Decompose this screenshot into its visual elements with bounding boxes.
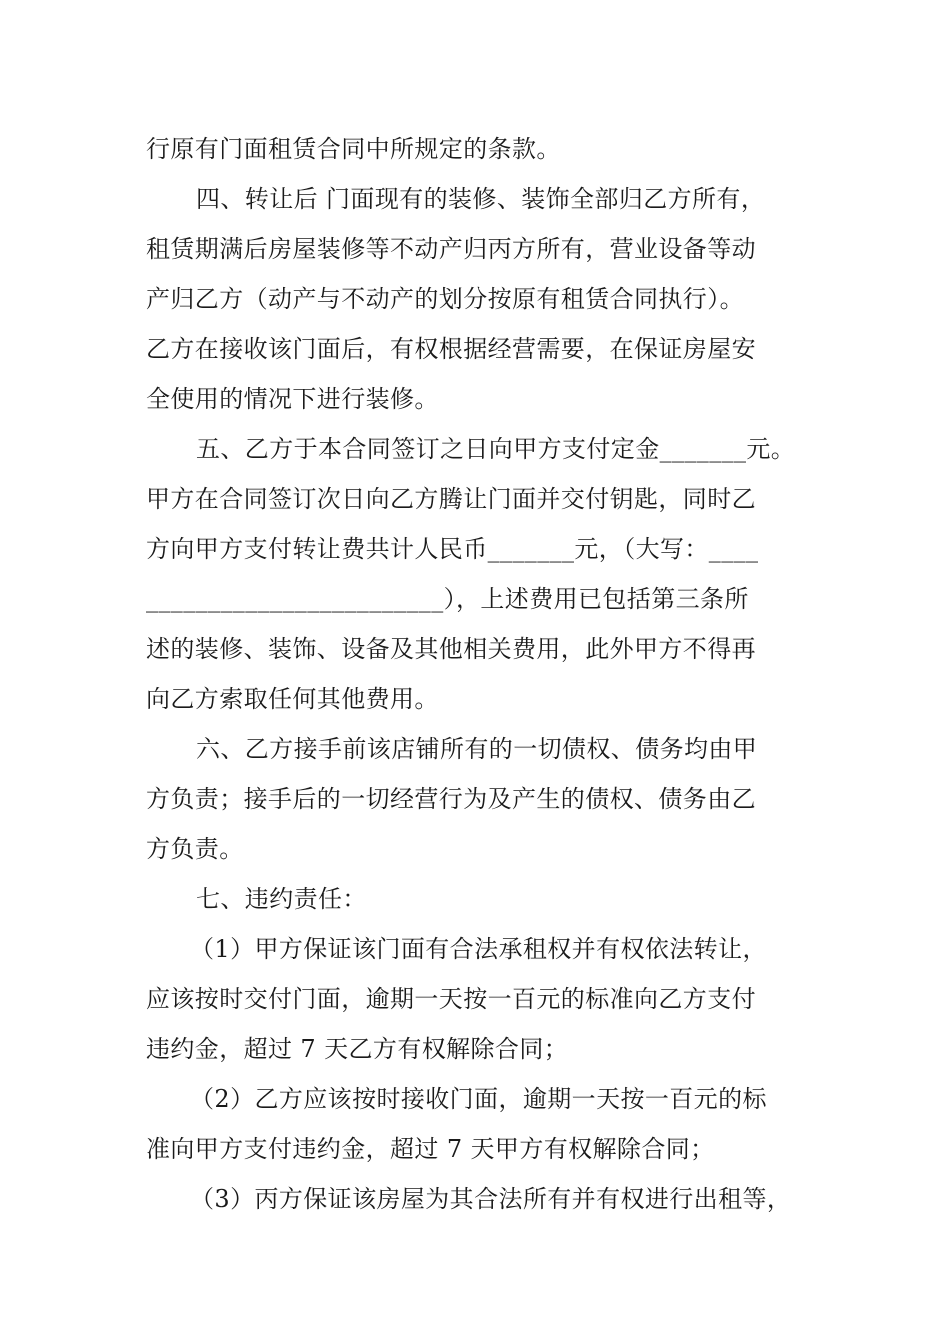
clause-6-heading-line: 六、乙方接手前该店铺所有的一切债权、债务均由甲 [196,735,758,763]
text-line: 全使用的情况下进行装修。 [146,385,439,413]
clause-4-heading-line: 四、转让后 门面现有的装修、装饰全部归乙方所有， [196,185,766,213]
text-line: 违约金，超过 7 天乙方有权解除合同； [146,1035,569,1063]
text-line: 租赁期满后房屋装修等不动产归丙方所有，营业设备等动 [146,235,756,263]
clause-5-heading-line: 五、乙方于本合同签订之日向甲方支付定金_______元。 [196,435,796,463]
subclause-1-line: （1）甲方保证该门面有合法承租权并有权依法转让， [190,935,767,963]
text-line: 应该按时交付门面，逾期一天按一百元的标准向乙方支付 [146,985,756,1013]
text-line: 方负责。 [146,835,244,863]
clause-7-heading: 七、违约责任： [196,885,367,913]
text-line: 向乙方索取任何其他费用。 [146,685,439,713]
text-line: 甲方在合同签订次日向乙方腾让门面并交付钥匙，同时乙 [146,485,756,513]
text-line: 述的装修、装饰、设备及其他相关费用，此外甲方不得再 [146,635,756,663]
text-line: ________________________），上述费用已包括第三条所 [146,585,749,613]
text-line: 方负责；接手后的一切经营行为及产生的债权、债务由乙 [146,785,756,813]
text-line: 产归乙方（动产与不动产的划分按原有租赁合同执行）。 [146,285,744,313]
text-line: 行原有门面租赁合同中所规定的条款。 [146,135,561,163]
subclause-2-line: （2）乙方应该按时接收门面，逾期一天按一百元的标 [190,1085,767,1113]
text-line: 乙方在接收该门面后，有权根据经营需要，在保证房屋安 [146,335,756,363]
text-line: 方向甲方支付转让费共计人民币_______元，（大写：____ [146,535,759,563]
subclause-3-line: （3）丙方保证该房屋为其合法所有并有权进行出租等， [190,1185,792,1213]
text-line: 准向甲方支付违约金，超过 7 天甲方有权解除合同； [146,1135,715,1163]
